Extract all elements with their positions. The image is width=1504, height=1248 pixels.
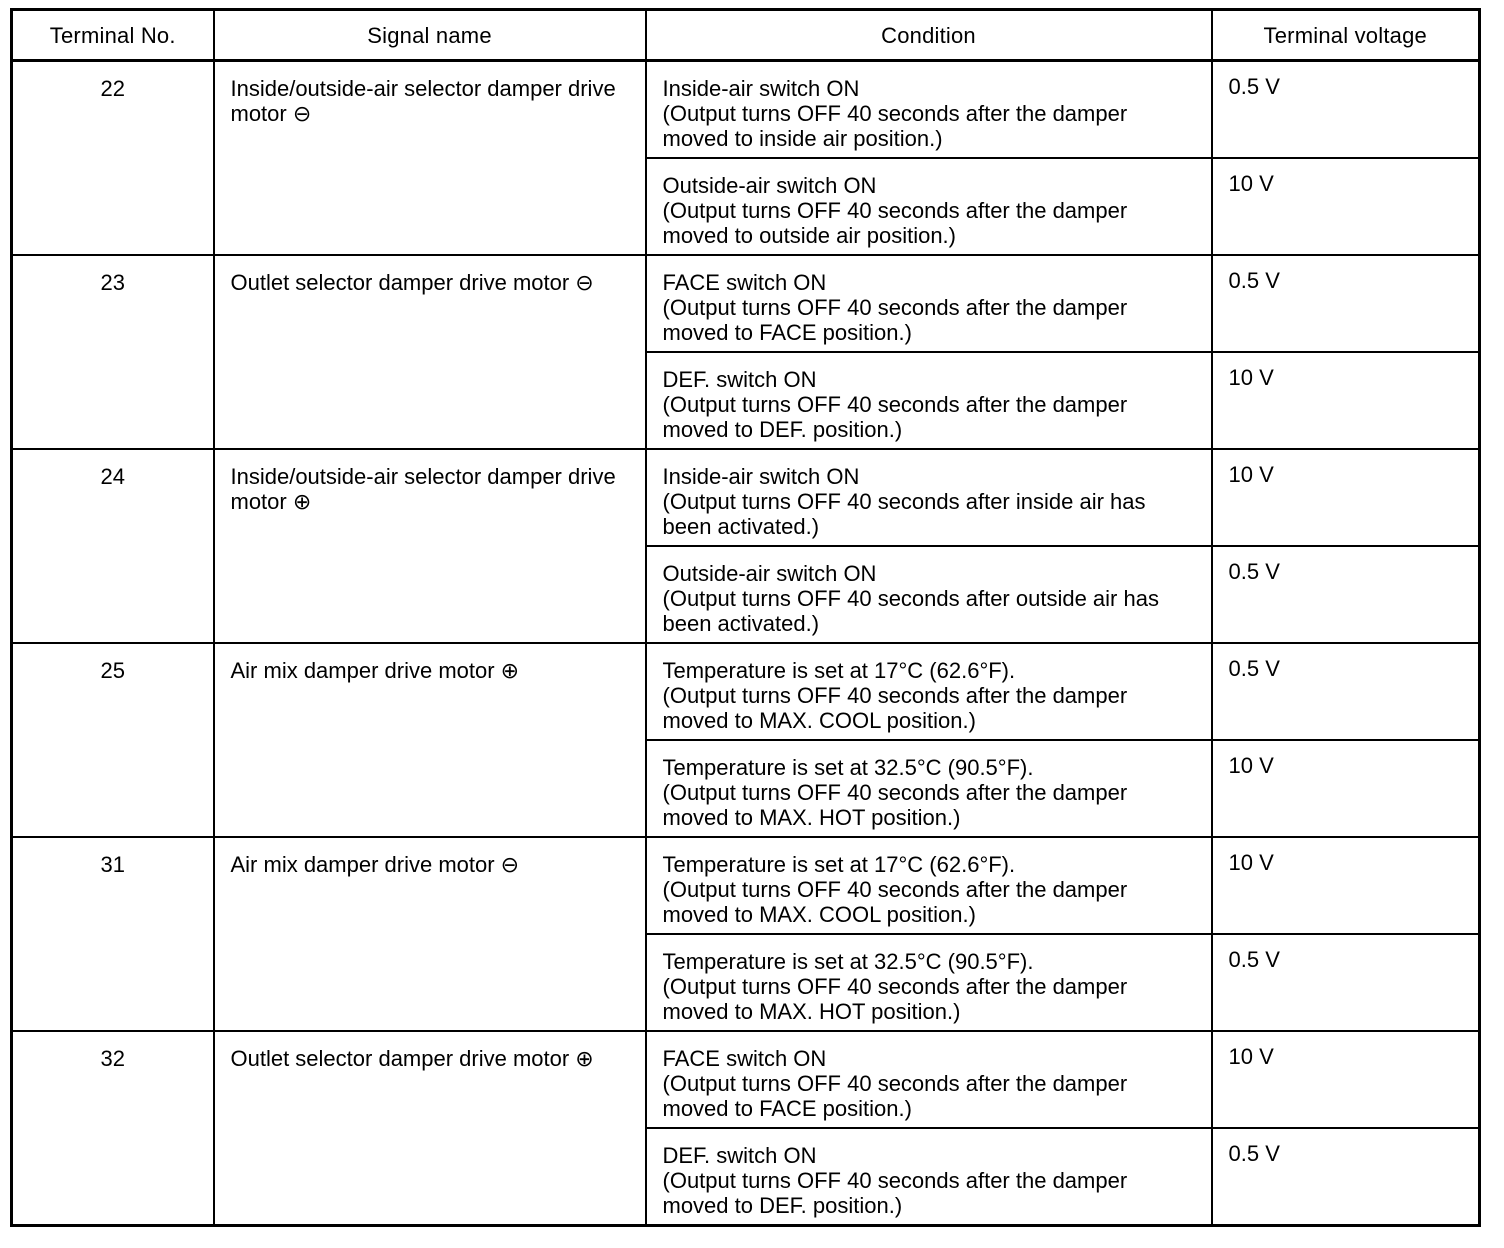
table-row [12, 449, 1480, 546]
condition-switch-text: Temperature is set at 17°C (62.6°F). [662, 852, 1016, 877]
terminal-voltage-cell: 10 V [1212, 740, 1480, 837]
table-header [12, 10, 1480, 61]
terminal-number-cell: 31 [12, 837, 214, 1031]
condition-switch-text: Temperature is set at 32.5°C (90.5°F). [662, 949, 1034, 974]
condition-cell [646, 352, 1212, 449]
table-row [12, 1031, 1480, 1128]
terminal-voltage-cell: 0.5 V [1212, 1128, 1480, 1226]
table-row [12, 643, 1480, 740]
condition-detail-text: (Output turns OFF 40 seconds after the damper moved to MAX. HOT position.) [662, 974, 1128, 1024]
terminal-voltage-cell: 10 V [1212, 449, 1480, 546]
condition-detail-text: (Output turns OFF 40 seconds after the damper moved to MAX. COOL position.) [662, 877, 1128, 927]
signal-name-text: Outlet selector damper drive motor ⊕ [230, 1046, 594, 1071]
header-terminal-no: Terminal No. [12, 10, 214, 61]
table-row [12, 61, 1480, 159]
terminal-voltage-cell: 0.5 V [1212, 255, 1480, 352]
condition-detail-text: (Output turns OFF 40 seconds after inside air has been activated.) [662, 489, 1146, 539]
condition-switch-text: Inside-air switch ON [662, 464, 860, 489]
condition-cell [646, 740, 1212, 837]
terminal-voltage-cell: 0.5 V [1212, 546, 1480, 643]
header-row [12, 10, 1480, 61]
condition-cell [646, 449, 1212, 546]
condition-detail-text: (Output turns OFF 40 seconds after outside air has been activated.) [662, 586, 1159, 636]
condition-cell [646, 1128, 1212, 1226]
terminal-number-cell: 32 [12, 1031, 214, 1226]
condition-detail-text: (Output turns OFF 40 seconds after the damper moved to FACE position.) [662, 1071, 1128, 1121]
table-row [12, 837, 1480, 934]
condition-detail-text: (Output turns OFF 40 seconds after the damper moved to inside air position.) [662, 101, 1128, 151]
header-signal-name: Signal name [214, 10, 646, 61]
signal-name-text: Inside/outside-air selector damper drive motor ⊕ [230, 464, 616, 514]
signal-name-cell [214, 1031, 646, 1226]
terminal-voltage-cell: 0.5 V [1212, 934, 1480, 1031]
condition-detail-text: (Output turns OFF 40 seconds after the damper moved to MAX. COOL position.) [662, 683, 1128, 733]
table-body [12, 61, 1480, 1226]
terminal-number-cell: 24 [12, 449, 214, 643]
signal-name-cell [214, 643, 646, 837]
terminal-number-cell: 23 [12, 255, 214, 449]
condition-cell [646, 546, 1212, 643]
terminal-voltage-cell: 10 V [1212, 837, 1480, 934]
terminal-voltage-cell: 10 V [1212, 1031, 1480, 1128]
condition-switch-text: DEF. switch ON [662, 367, 817, 392]
condition-switch-text: DEF. switch ON [662, 1143, 817, 1168]
condition-detail-text: (Output turns OFF 40 seconds after the damper moved to MAX. HOT position.) [662, 780, 1128, 830]
header-terminal-voltage: Terminal voltage [1212, 10, 1480, 61]
terminal-voltage-cell: 10 V [1212, 158, 1480, 255]
condition-switch-text: Temperature is set at 32.5°C (90.5°F). [662, 755, 1034, 780]
signal-name-cell [214, 255, 646, 449]
condition-switch-text: FACE switch ON [662, 1046, 827, 1071]
signal-name-text: Outlet selector damper drive motor ⊖ [230, 270, 594, 295]
terminal-voltage-table [10, 8, 1481, 1227]
terminal-voltage-cell: 0.5 V [1212, 61, 1480, 159]
condition-detail-text: (Output turns OFF 40 seconds after the damper moved to FACE position.) [662, 295, 1128, 345]
signal-name-text: Air mix damper drive motor ⊕ [230, 658, 520, 683]
condition-cell [646, 934, 1212, 1031]
condition-cell [646, 837, 1212, 934]
terminal-number-cell: 25 [12, 643, 214, 837]
condition-detail-text: (Output turns OFF 40 seconds after the damper moved to outside air position.) [662, 198, 1128, 248]
condition-switch-text: Outside-air switch ON [662, 561, 877, 586]
terminal-voltage-cell: 0.5 V [1212, 643, 1480, 740]
condition-cell [646, 158, 1212, 255]
signal-name-cell [214, 449, 646, 643]
signal-name-text: Inside/outside-air selector damper drive motor ⊖ [230, 76, 616, 126]
header-condition: Condition [646, 10, 1212, 61]
condition-switch-text: Outside-air switch ON [662, 173, 877, 198]
table-row [12, 255, 1480, 352]
terminal-number-cell: 22 [12, 61, 214, 256]
signal-name-cell [214, 61, 646, 256]
condition-switch-text: Inside-air switch ON [662, 76, 860, 101]
condition-cell [646, 643, 1212, 740]
terminal-voltage-cell: 10 V [1212, 352, 1480, 449]
signal-name-cell [214, 837, 646, 1031]
condition-cell [646, 255, 1212, 352]
condition-detail-text: (Output turns OFF 40 seconds after the damper moved to DEF. position.) [662, 392, 1128, 442]
condition-switch-text: FACE switch ON [662, 270, 827, 295]
condition-detail-text: (Output turns OFF 40 seconds after the damper moved to DEF. position.) [662, 1168, 1128, 1218]
condition-switch-text: Temperature is set at 17°C (62.6°F). [662, 658, 1016, 683]
condition-cell [646, 61, 1212, 159]
condition-cell [646, 1031, 1212, 1128]
signal-name-text: Air mix damper drive motor ⊖ [230, 852, 520, 877]
